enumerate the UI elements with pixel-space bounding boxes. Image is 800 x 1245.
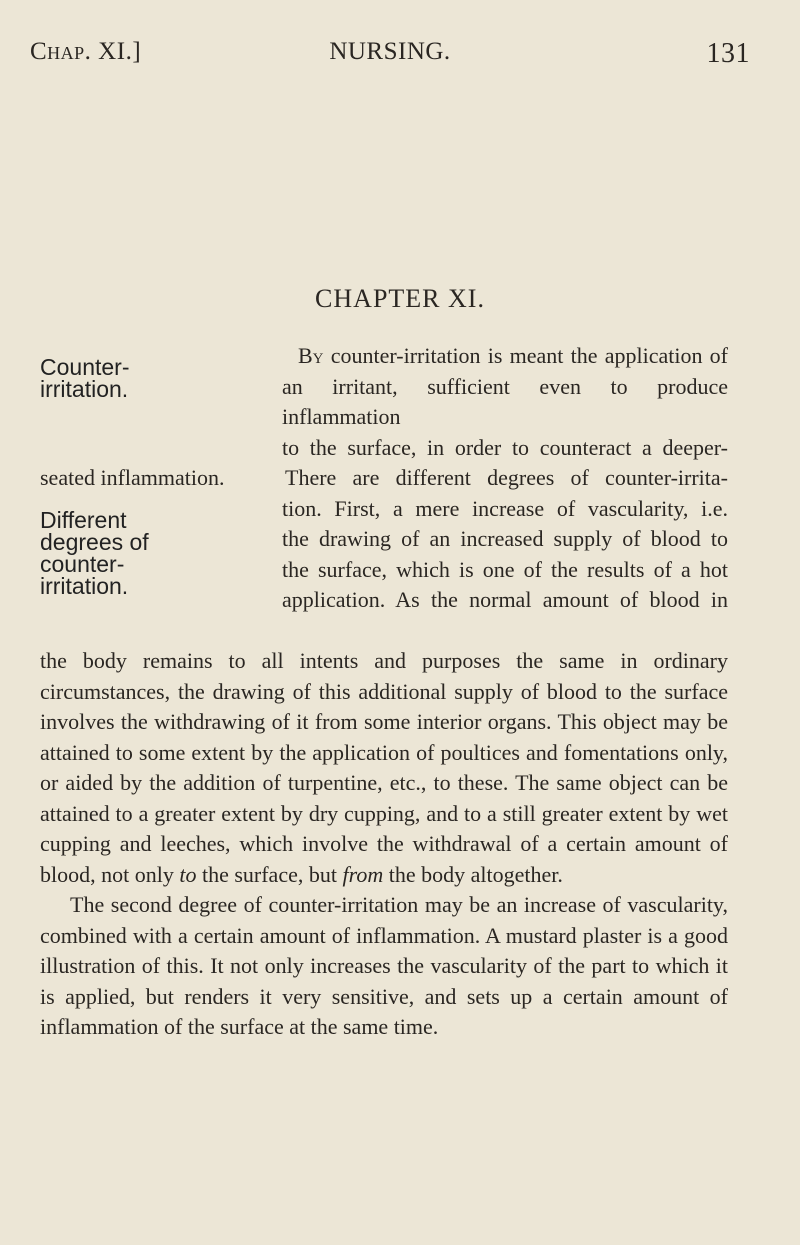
running-header	[30, 38, 750, 78]
text-run: the body altogether.	[383, 861, 563, 887]
paragraph-different-degrees	[40, 463, 728, 616]
sidenote-line: Counter-	[40, 354, 130, 380]
text-run: the body remains to all intents and purposes the same in ordinary circumstances, the drawing of this additional supply of blood to the surface involves the withdrawing of it from some interior organs. This object may be attained to some extent by the application of poultices and fomentations only, or aided by the addition of turpentine, etc., to these. The same object can be attained to a greater extent by dry cupping, and to a still greater extent by wet cupping and leeches, which involve the withdrawal of a certain amount of blood, not only	[40, 648, 728, 887]
chapter-reference: Chap. XI.]	[30, 38, 142, 65]
text-line: seated inflammation.	[40, 465, 225, 490]
sidenote-line: Different	[40, 507, 127, 533]
paragraph-second-degree: The second degree of counter-irritation may be an increase of vascularity, combined with a certain amount of inflammation. A mustard plaster is a good illustration of this. It not only increases the vascularity of the part to which it is applied, but renders it very sensitive, and sets up a certain amount of inflammation of the surface at the same time.	[40, 892, 728, 1039]
body-text	[40, 646, 728, 1043]
chapter-heading: CHAPTER XI.	[315, 284, 485, 313]
text-line: an irritant, sufficient even to produce inflammation	[282, 373, 728, 429]
text-line: application. As the normal amount of blood in	[282, 587, 728, 612]
text-line: tion. First, a mere increase of vascularity, i.e.	[282, 495, 728, 521]
text-line: the drawing of an increased supply of blood to	[282, 526, 728, 551]
running-title: NURSING.	[329, 38, 451, 65]
italic-text: to	[179, 861, 197, 887]
page-number: 131	[706, 38, 750, 69]
sidenote-line: degrees of	[40, 529, 149, 555]
paragraph-continuation	[40, 646, 728, 890]
text-run: the surface, but	[196, 861, 343, 887]
text-line: the surface, which is one of the results of a hot	[282, 556, 728, 582]
text-line: to the surface, in order to counteract a deeper-	[282, 434, 728, 460]
sidenote-line: counter-	[40, 551, 125, 577]
text-line: There are different degrees of counter-irrita-	[285, 465, 728, 490]
italic-text: from	[342, 861, 384, 887]
sidenote-line: irritation.	[40, 573, 129, 599]
lead-word: By	[298, 343, 324, 368]
text-line: By counter-irritation is meant the application of	[298, 343, 728, 368]
sidenote-line: irritation.	[40, 376, 129, 402]
